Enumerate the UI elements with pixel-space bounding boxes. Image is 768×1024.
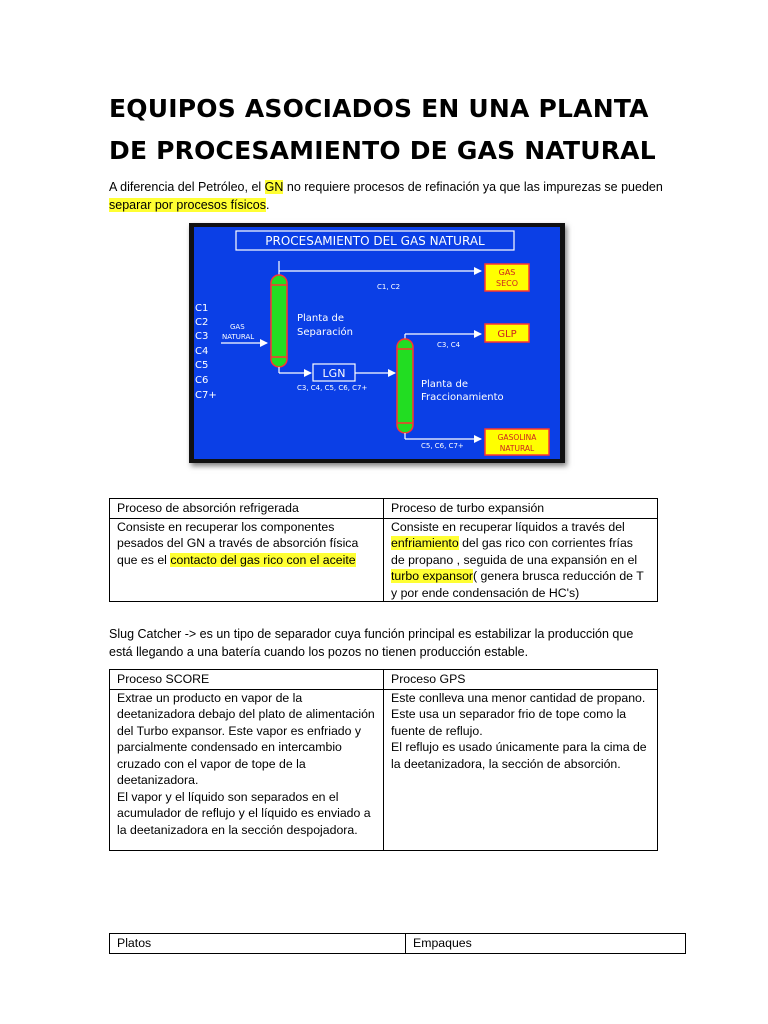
slug-catcher-paragraph: Slug Catcher -> es un tipo de separador cuya función principal es estabilizar la producción que está llegando a una batería cuando los pozos no tienen producción estable. bbox=[109, 627, 634, 659]
product-gasolina-2: NATURAL bbox=[499, 444, 535, 453]
table2-cell-2-para-2: El reflujo es usado únicamente para la cima de la deetanizadora, la sección de absorción. bbox=[391, 740, 647, 771]
table2-cell-1 bbox=[110, 689, 384, 850]
table2-header-1: Proceso SCORE bbox=[110, 670, 384, 690]
intro-text-2: no requiere procesos de refinación ya que las impurezas se pueden bbox=[283, 180, 663, 194]
lgn-label: LGN bbox=[322, 367, 346, 380]
table3-header-2: Empaques bbox=[406, 934, 686, 954]
process-table-3 bbox=[109, 933, 686, 954]
feed-label-2: NATURAL bbox=[222, 333, 255, 341]
intro-text-3: . bbox=[266, 198, 270, 212]
table2-cell-2-para-1: Este conlleva una menor cantidad de propano. Este usa un separador frio de tope como la fuente de reflujo. bbox=[391, 690, 646, 738]
comp-c6: C6 bbox=[195, 375, 209, 386]
table2-cell-1-para-2: El vapor y el líquido son separados en el acumulador de reflujo y el líquido es enviado a la deetanizadora en la sección despojadora. bbox=[117, 789, 371, 837]
sep-label-1: Planta de bbox=[297, 313, 345, 324]
process-table-2 bbox=[109, 669, 658, 851]
table3-header-1: Platos bbox=[110, 934, 406, 954]
table1-cell-2-text-1: Consiste en recuperar líquidos a través del bbox=[391, 519, 625, 534]
comp-c2: C2 bbox=[195, 317, 209, 328]
table2-header-row bbox=[110, 670, 658, 690]
comp-c3: C3 bbox=[195, 331, 209, 342]
comp-c4: C4 bbox=[195, 346, 209, 357]
product-gas-seco-1: GAS bbox=[498, 268, 516, 277]
process-table-1 bbox=[109, 498, 658, 602]
feed-label-1: GAS bbox=[230, 323, 245, 331]
intro-text-1: A diferencia del Petróleo, el bbox=[109, 180, 265, 194]
process-diagram-svg bbox=[189, 223, 565, 463]
comp-c5: C5 bbox=[195, 360, 209, 371]
table1-header-1: Proceso de absorción refrigerada bbox=[110, 499, 384, 519]
product-gas-seco-2: SECO bbox=[495, 279, 519, 288]
fractionation-column bbox=[397, 339, 413, 433]
separation-column bbox=[271, 275, 287, 367]
diagram-title: PROCESAMIENTO DEL GAS NATURAL bbox=[265, 234, 485, 248]
table1-cell-1 bbox=[110, 518, 384, 602]
flow-top-label: C1, C2 bbox=[377, 283, 401, 291]
table1-header-2: Proceso de turbo expansión bbox=[384, 499, 658, 519]
table2-cell-1-para-1: Extrae un producto en vapor de la deetanizadora debajo del plato de alimentación del Turbo expansor. Este vapor es enfriado y parcialmente condensado en intercambio cruzado con el vapor de tope de la deetanizadora. bbox=[117, 690, 375, 787]
intro-paragraph bbox=[109, 178, 669, 214]
page-title: EQUIPOS ASOCIADOS EN UNA PLANTA DE PROCESAMIENTO DE GAS NATURAL bbox=[109, 94, 656, 165]
table1-cell-2-highlight-2: turbo expansor bbox=[391, 569, 474, 583]
table3-header-row bbox=[110, 934, 686, 954]
table2-header-2: Proceso GPS bbox=[384, 670, 658, 690]
sep-label-2: Separación bbox=[297, 327, 353, 338]
process-diagram bbox=[189, 223, 565, 463]
table1-cell-2-text-3: ( genera brusca reducción de T y por ende condensación de HC's) bbox=[391, 569, 644, 600]
flow-bottom-label: C5, C6, C7+ bbox=[421, 442, 464, 450]
product-glp: GLP bbox=[497, 329, 517, 340]
table1-cell-2-text-2: del gas rico con corrientes frías de propano , seguida de una expansión en el bbox=[391, 536, 638, 567]
table1-header-row bbox=[110, 499, 658, 519]
comp-c7: C7+ bbox=[195, 390, 217, 401]
table2-cell-2 bbox=[384, 689, 658, 850]
table1-cell-2-highlight-1: enfriamiento bbox=[391, 536, 459, 550]
flow-lgn-label: C3, C4, C5, C6, C7+ bbox=[297, 384, 368, 392]
table1-cell-1-highlight: contacto del gas rico con el aceite bbox=[170, 552, 356, 567]
intro-highlight-separar: separar por procesos físicos bbox=[109, 198, 267, 212]
product-gasolina-1: GASOLINA bbox=[497, 433, 537, 442]
intro-highlight-gn: GN bbox=[264, 180, 284, 194]
frac-label-1: Planta de bbox=[421, 379, 469, 390]
frac-label-2: Fraccionamiento bbox=[421, 392, 504, 403]
table1-cell-1-text: Consiste en recuperar los componentes pesados del GN a través de absorción física que es el bbox=[117, 519, 359, 567]
table1-cell-2 bbox=[384, 518, 658, 602]
table1-row bbox=[110, 518, 658, 602]
flow-glp-label: C3, C4 bbox=[437, 341, 461, 349]
comp-c1: C1 bbox=[195, 303, 209, 314]
table2-row bbox=[110, 689, 658, 850]
